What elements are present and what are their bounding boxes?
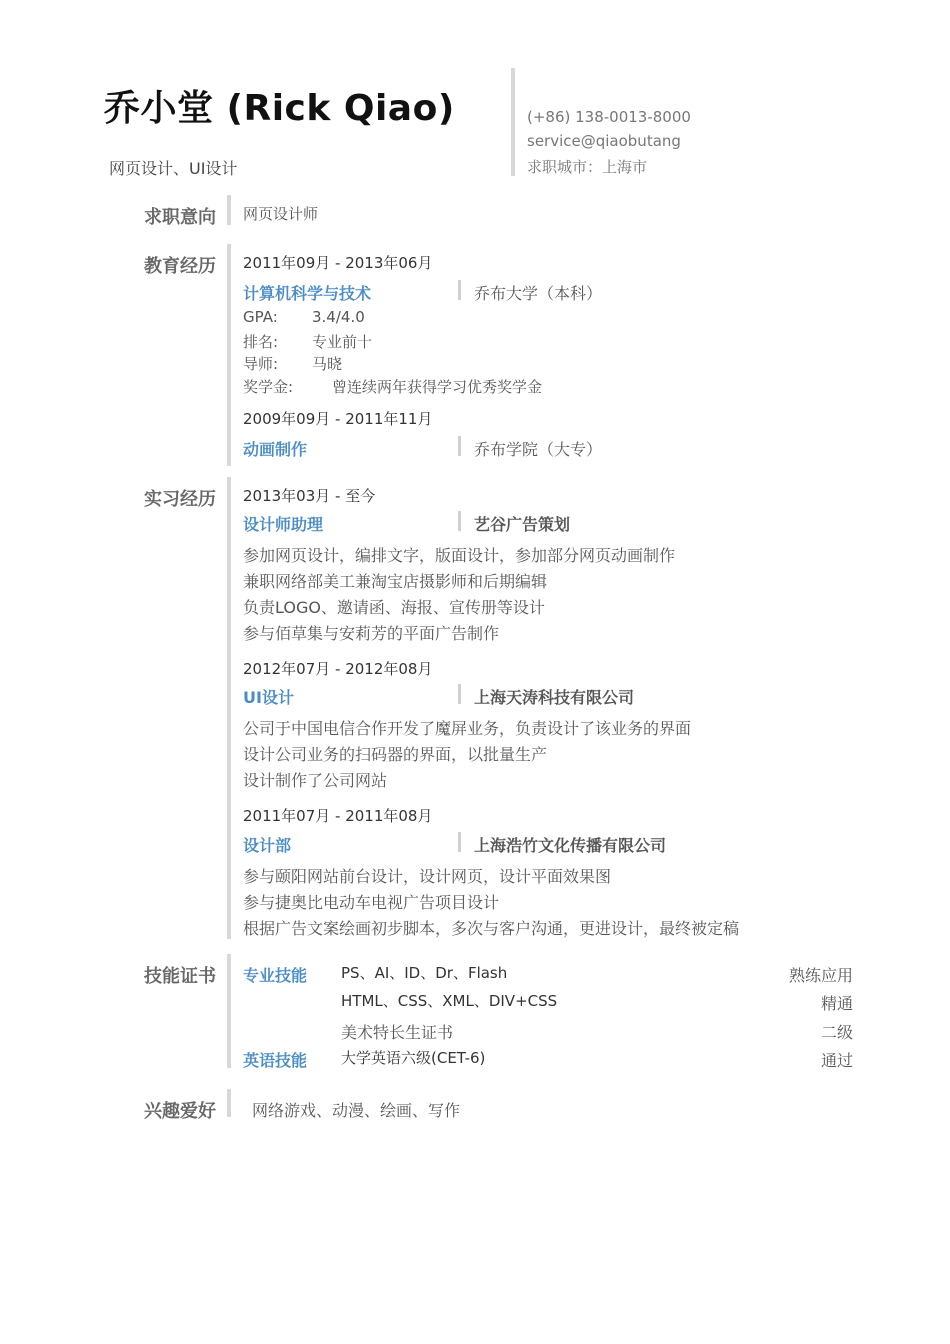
internship-company: 上海天涛科技有限公司 <box>474 688 635 707</box>
skill-category: 英语技能 <box>243 1051 308 1070</box>
section-bar-hobbies <box>227 1089 231 1117</box>
education-major: 动画制作 <box>243 440 308 459</box>
internship-company: 上海浩竹文化传播有限公司 <box>474 836 667 855</box>
detail-value: 曾连续两年获得学习优秀奖学金 <box>332 378 543 396</box>
detail-value: 马晓 <box>312 355 343 373</box>
internship-line: 参与颐阳网站前台设计，设计网页，设计平面效果图 <box>243 867 612 886</box>
internship-line: 根据广告文案绘画初步脚本，多次与客户沟通，更进设计，最终被定稿 <box>243 919 740 938</box>
section-title-education: 教育经历 <box>144 256 216 277</box>
internship-role: UI设计 <box>243 688 294 707</box>
resume-subtitle: 网页设计、UI设计 <box>109 159 238 178</box>
skill-name: 大学英语六级(CET-6) <box>341 1049 486 1067</box>
internship-line: 参加网页设计，编排文字，版面设计，参加部分网页动画制作 <box>243 546 676 565</box>
skill-name: PS、AI、ID、Dr、Flash <box>341 964 508 982</box>
detail-label: GPA: <box>243 308 278 326</box>
org-divider <box>458 832 461 852</box>
hobbies-value: 网络游戏、动漫、绘画、写作 <box>252 1101 461 1120</box>
detail-value: 3.4/4.0 <box>312 308 365 326</box>
skill-level: 通过 <box>820 1051 853 1070</box>
detail-value: 专业前十 <box>312 333 373 351</box>
section-bar-education <box>227 244 231 466</box>
education-date: 2011年09月 - 2013年06月 <box>243 254 433 272</box>
internship-line: 兼职网络部美工兼淘宝店摄影师和后期编辑 <box>243 572 548 591</box>
section-bar-internship <box>227 477 231 939</box>
internship-company: 艺谷广告策划 <box>474 515 571 534</box>
contact-phone: (+86) 138-0013-8000 <box>527 108 691 126</box>
header-divider <box>511 68 515 176</box>
internship-line: 参与捷奥比电动车电视广告项目设计 <box>243 893 500 912</box>
internship-line: 公司于中国电信合作开发了魔屏业务，负责设计了该业务的界面 <box>243 719 692 738</box>
education-date: 2009年09月 - 2011年11月 <box>243 410 433 428</box>
internship-role: 设计师助理 <box>243 515 324 534</box>
detail-label: 导师: <box>243 355 279 373</box>
org-divider <box>458 436 461 456</box>
education-major: 计算机科学与技术 <box>243 284 372 303</box>
section-title-objective: 求职意向 <box>144 207 216 228</box>
internship-line: 设计制作了公司网站 <box>243 771 388 790</box>
skill-name: 美术特长生证书 <box>341 1023 454 1042</box>
section-bar-skills <box>227 954 231 1068</box>
section-bar-objective <box>227 195 231 225</box>
detail-label: 奖学金: <box>243 378 294 396</box>
internship-line: 负责LOGO、邀请函、海报、宣传册等设计 <box>243 598 545 617</box>
org-divider <box>458 511 461 531</box>
org-divider <box>458 684 461 704</box>
internship-line: 参与佰草集与安莉芳的平面广告制作 <box>243 624 500 643</box>
education-school: 乔布学院（大专） <box>474 440 603 459</box>
section-title-internship: 实习经历 <box>144 489 216 510</box>
detail-label: 排名: <box>243 333 279 351</box>
education-school: 乔布大学（本科） <box>474 284 603 303</box>
internship-date: 2013年03月 - 至今 <box>243 487 376 505</box>
skill-level: 熟练应用 <box>788 966 853 985</box>
skill-level: 二级 <box>820 1023 853 1042</box>
contact-email: service@qiaobutang <box>527 132 681 150</box>
objective-value: 网页设计师 <box>243 205 319 223</box>
section-title-skills: 技能证书 <box>144 966 216 987</box>
skill-level: 精通 <box>820 994 853 1013</box>
internship-date: 2011年07月 - 2011年08月 <box>243 807 433 825</box>
internship-date: 2012年07月 - 2012年08月 <box>243 660 433 678</box>
resume-name: 乔小堂 (Rick Qiao) <box>104 88 455 129</box>
internship-line: 设计公司业务的扫码器的界面，以批量生产 <box>243 745 548 764</box>
skill-name: HTML、CSS、XML、DIV+CSS <box>341 992 558 1010</box>
contact-city: 求职城市：上海市 <box>527 158 648 176</box>
skill-category: 专业技能 <box>243 966 308 985</box>
org-divider <box>458 280 461 300</box>
section-title-hobbies: 兴趣爱好 <box>144 1101 216 1122</box>
internship-role: 设计部 <box>243 836 292 855</box>
